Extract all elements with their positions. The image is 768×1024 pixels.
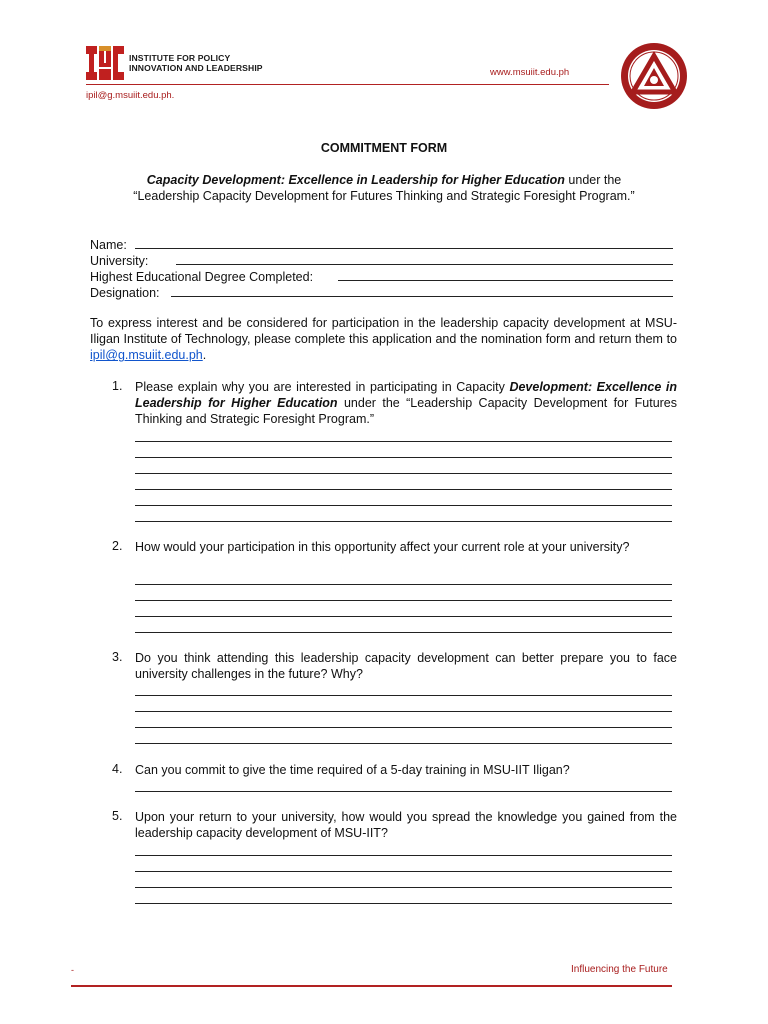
header-divider xyxy=(86,84,609,85)
institute-line-1: INSTITUTE FOR POLICY xyxy=(129,53,231,63)
footer-divider xyxy=(71,985,672,987)
answer-5-line-2[interactable] xyxy=(135,871,672,872)
answer-1-line-2[interactable] xyxy=(135,457,672,458)
answer-3-line-4[interactable] xyxy=(135,743,672,744)
header-email[interactable]: ipil@g.msuiit.edu.ph. xyxy=(86,90,175,101)
answer-4-line-1[interactable] xyxy=(135,791,672,792)
form-title: COMMITMENT FORM xyxy=(320,141,448,155)
degree-field[interactable] xyxy=(90,268,673,284)
question-2-text: How would your participation in this opportunity affect your current role at your university? xyxy=(135,540,630,554)
question-4-text: Can you commit to give the time required of a 5-day training in MSU-IIT Iligan? xyxy=(135,763,570,777)
answer-2-line-2[interactable] xyxy=(135,600,672,601)
name-input-line[interactable] xyxy=(135,248,673,249)
degree-label: Highest Educational Degree Completed: xyxy=(90,270,314,284)
question-3-number: 3. xyxy=(112,650,123,664)
answer-1-line-3[interactable] xyxy=(135,473,672,474)
name-field[interactable] xyxy=(90,236,673,252)
answer-5-line-1[interactable] xyxy=(135,855,672,856)
answer-1-line-6[interactable] xyxy=(135,521,672,522)
question-3-text: Do you think attending this leadership capacity development can better prepare you to face university challenges in the future? Why? xyxy=(135,651,677,682)
intro-text: To express interest and be considered for participation in the leadership capacity development at MSU-Iligan Institute of Technology, please complete this application and the nomination form and return them to xyxy=(90,316,677,347)
question-5-text: Upon your return to your university, how would you spread the knowledge you gained from the leadership capacity development of MSU-IIT? xyxy=(135,810,677,841)
name-label: Name: xyxy=(90,238,127,252)
designation-label: Designation: xyxy=(90,286,160,300)
question-4-number: 4. xyxy=(112,762,123,776)
answer-5-line-4[interactable] xyxy=(135,903,672,904)
answer-1-line-4[interactable] xyxy=(135,489,672,490)
answer-5-line-3[interactable] xyxy=(135,887,672,888)
question-1-post: under the “Leadership Capacity Development for Futures Thinking and Strategic Foresight Program.” xyxy=(135,396,678,427)
university-seal-icon xyxy=(618,40,690,112)
question-2-number: 2. xyxy=(112,539,123,553)
answer-3-line-3[interactable] xyxy=(135,727,672,728)
intro-end: . xyxy=(202,348,207,363)
question-1-pre: Please explain why you are interested in participating in Capacity xyxy=(135,380,510,394)
answer-3-line-1[interactable] xyxy=(135,695,672,696)
footer-dash: - xyxy=(71,965,74,975)
intro-paragraph xyxy=(90,315,677,364)
program-name: Capacity Development: Excellence in Leadership for Higher Education xyxy=(146,173,565,187)
question-1-text xyxy=(135,379,677,428)
question-5-number: 5. xyxy=(112,809,123,823)
program-subtitle-line2: “Leadership Capacity Development for Futures Thinking and Strategic Foresight Program.” xyxy=(133,189,635,203)
institute-name xyxy=(129,53,263,73)
degree-input-line[interactable] xyxy=(338,280,673,281)
answer-1-line-5[interactable] xyxy=(135,505,672,506)
program-subtitle xyxy=(90,173,678,187)
question-1-bold: Development: Excellence in Leadership for Higher Education xyxy=(135,380,677,411)
designation-input-line[interactable] xyxy=(171,296,674,297)
answer-3-line-2[interactable] xyxy=(135,711,672,712)
institute-line-2: INNOVATION AND LEADERSHIP xyxy=(129,63,263,73)
designation-field[interactable] xyxy=(90,284,673,300)
subtitle-under: under the xyxy=(564,173,622,187)
answer-1-line-1[interactable] xyxy=(135,441,672,442)
website-link[interactable]: www.msuiit.edu.ph xyxy=(490,67,570,78)
footer-tagline: Influencing the Future xyxy=(571,964,668,975)
question-1-number: 1. xyxy=(112,379,123,393)
answer-2-line-1[interactable] xyxy=(135,584,672,585)
ipil-logo-icon xyxy=(86,46,124,80)
answer-2-line-3[interactable] xyxy=(135,616,672,617)
intro-email-link[interactable]: ipil@g.msuiit.edu.ph xyxy=(90,348,203,363)
answer-2-line-4[interactable] xyxy=(135,632,672,633)
university-input-line[interactable] xyxy=(176,264,673,265)
university-label: University: xyxy=(90,254,149,268)
university-field[interactable] xyxy=(90,252,673,268)
